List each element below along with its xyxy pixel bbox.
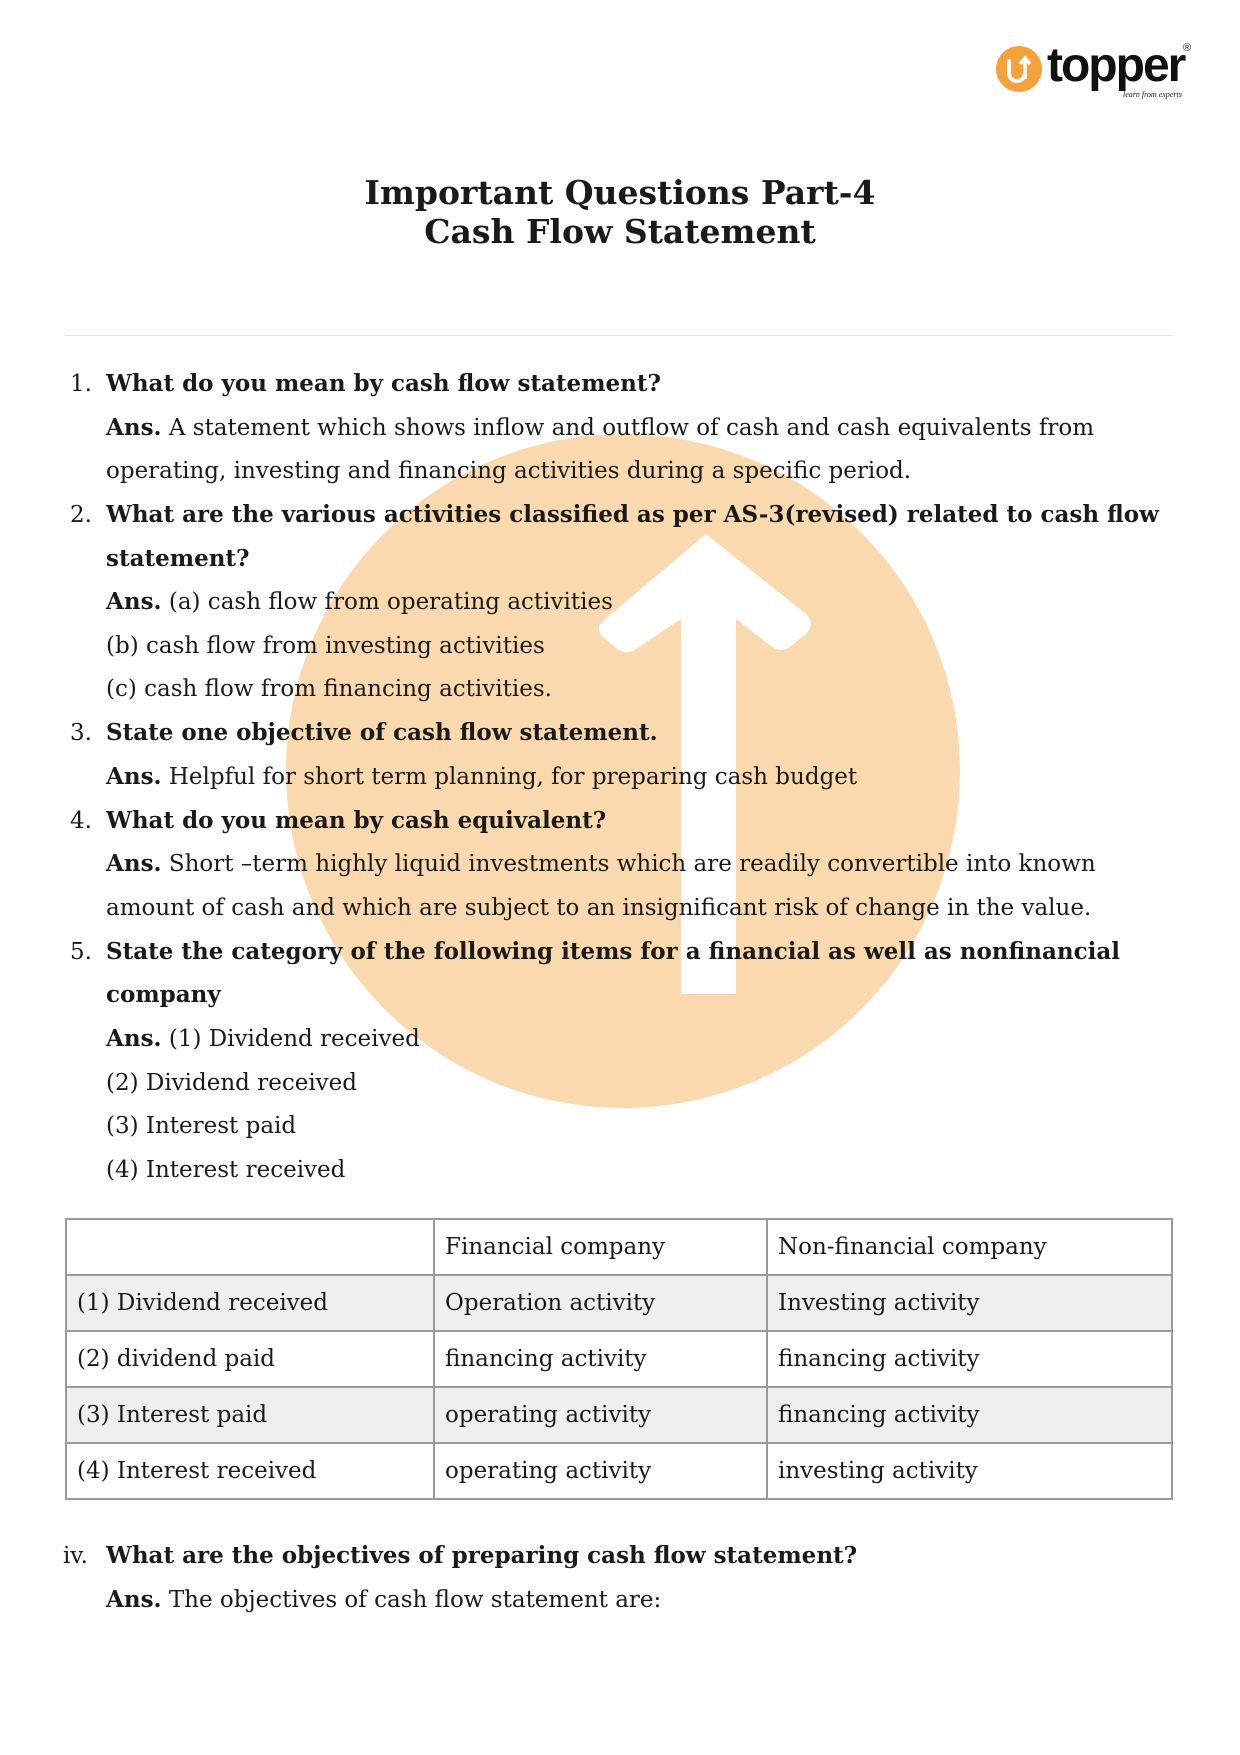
logo-text: topper bbox=[1047, 39, 1185, 92]
answer-text: (1) Dividend received bbox=[161, 1026, 420, 1052]
logo-tagline: learn from experts bbox=[1123, 90, 1182, 99]
table-cell: Investing activity bbox=[767, 1275, 1172, 1331]
table-cell: Operation activity bbox=[434, 1275, 767, 1331]
table-cell: (2) dividend paid bbox=[66, 1331, 434, 1387]
answer-label: Ans. bbox=[106, 1025, 162, 1052]
question-text: State the category of the following items for a financial as well as nonfinancial bbox=[106, 938, 1120, 965]
table-header-cell bbox=[66, 1219, 434, 1275]
answer-text: A statement which shows inflow and outflow of cash and cash equivalents from bbox=[161, 415, 1095, 441]
page-subtitle: Cash Flow Statement bbox=[424, 212, 816, 251]
table-cell: (3) Interest paid bbox=[66, 1387, 434, 1443]
answer-text: (c) cash flow from financing activities. bbox=[106, 676, 552, 702]
page-title: Important Questions Part-4 bbox=[364, 173, 876, 212]
answer-label: Ans. bbox=[106, 1586, 162, 1613]
category-table bbox=[65, 1218, 1173, 1500]
table-header-cell: Financial company bbox=[434, 1219, 767, 1275]
answer-text: (a) cash flow from operating activities bbox=[161, 589, 613, 615]
table-row bbox=[66, 1387, 1172, 1443]
question-text: What are the various activities classified as per AS-3(revised) related to cash flow bbox=[106, 501, 1159, 528]
table-cell: operating activity bbox=[434, 1443, 767, 1499]
table-cell: operating activity bbox=[434, 1387, 767, 1443]
table-row bbox=[66, 1275, 1172, 1331]
answer-label: Ans. bbox=[106, 588, 162, 615]
answer-text: amount of cash and which are subject to an insignificant risk of change in the value. bbox=[106, 895, 1092, 921]
question-text: What do you mean by cash flow statement? bbox=[106, 370, 661, 397]
answer-text: Short –term highly liquid investments which are readily convertible into known bbox=[161, 851, 1096, 877]
question-number: iv. bbox=[63, 1543, 88, 1569]
table-cell: financing activity bbox=[767, 1387, 1172, 1443]
topper-logo bbox=[995, 40, 1195, 110]
table-header-cell: Non-financial company bbox=[767, 1219, 1172, 1275]
question-text: What are the objectives of preparing cash flow statement? bbox=[106, 1542, 858, 1569]
answer-text: Helpful for short term planning, for preparing cash budget bbox=[161, 764, 858, 790]
table-cell: financing activity bbox=[434, 1331, 767, 1387]
answer-text: operating, investing and financing activities during a specific period. bbox=[106, 458, 912, 484]
question-number: 3. bbox=[70, 720, 92, 746]
table-row bbox=[66, 1443, 1172, 1499]
answer-label: Ans. bbox=[106, 763, 162, 790]
table-cell: financing activity bbox=[767, 1331, 1172, 1387]
table-row bbox=[66, 1331, 1172, 1387]
question-number: 5. bbox=[70, 939, 92, 965]
question-text: statement? bbox=[106, 545, 250, 572]
answer-text: (b) cash flow from investing activities bbox=[106, 633, 545, 659]
table-header-row bbox=[66, 1219, 1172, 1275]
table-cell: (4) Interest received bbox=[66, 1443, 434, 1499]
answer-text: (4) Interest received bbox=[106, 1157, 346, 1183]
answer-label: Ans. bbox=[106, 850, 162, 877]
logo-u-icon bbox=[995, 45, 1043, 93]
question-number: 1. bbox=[70, 371, 92, 397]
divider bbox=[65, 335, 1173, 336]
question-number: 4. bbox=[70, 808, 92, 834]
table-cell: (1) Dividend received bbox=[66, 1275, 434, 1331]
registered-mark: ® bbox=[1183, 42, 1192, 54]
question-text: What do you mean by cash equivalent? bbox=[106, 807, 607, 834]
answer-label: Ans. bbox=[106, 414, 162, 441]
answer-text: The objectives of cash flow statement are: bbox=[161, 1587, 662, 1613]
table-cell: investing activity bbox=[767, 1443, 1172, 1499]
question-text: company bbox=[106, 981, 221, 1008]
answer-text: (3) Interest paid bbox=[106, 1113, 297, 1139]
answer-text: (2) Dividend received bbox=[106, 1070, 358, 1096]
question-text: State one objective of cash flow statement. bbox=[106, 719, 658, 746]
question-number: 2. bbox=[70, 502, 92, 528]
